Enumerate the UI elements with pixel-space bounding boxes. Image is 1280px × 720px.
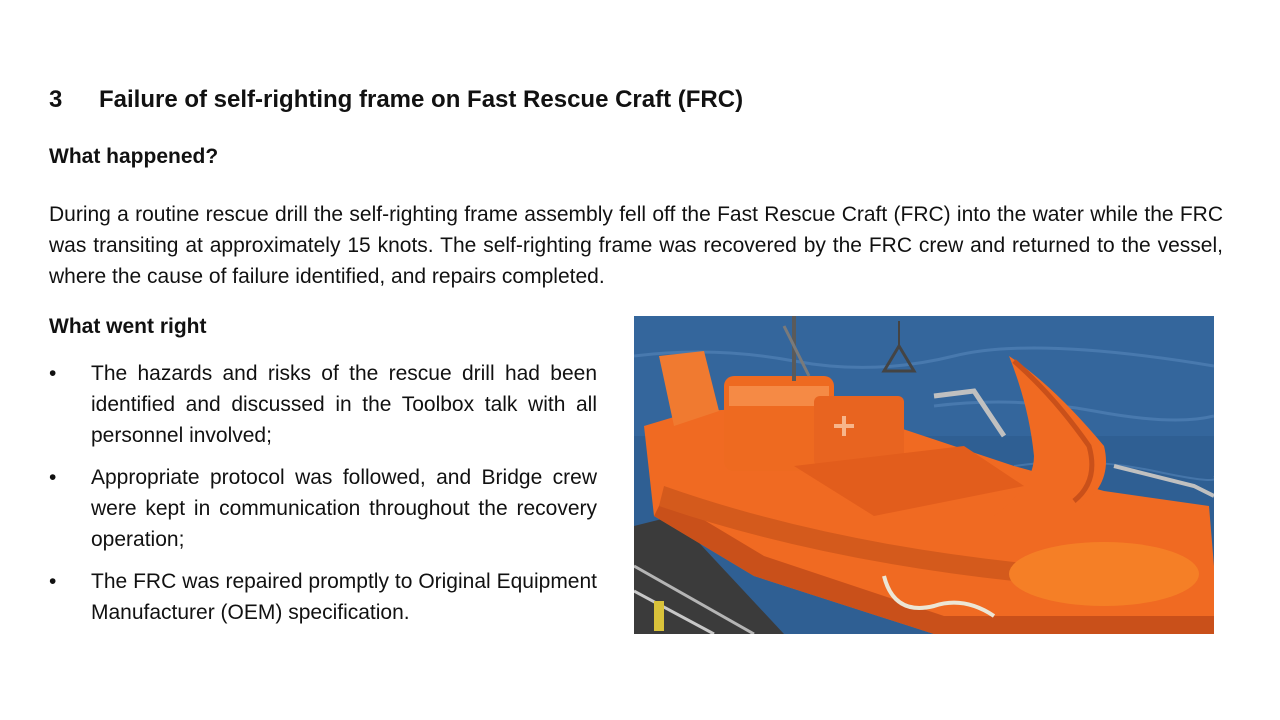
list-item [49,358,597,451]
section-title: Failure of self-righting frame on Fast Rescue Craft (FRC) [99,86,744,113]
list-item-text: Appropriate protocol was followed, and Bridge crew were kept in communication throughout the recovery operation; [91,466,597,551]
list-item [49,566,597,628]
bullet-icon: • [49,466,57,489]
what-went-right-heading: What went right [49,315,207,338]
list-item-text: The hazards and risks of the rescue drill had been identified and discussed in the Toolbox talk with all personnel involved; [91,362,597,447]
bullet-icon: • [49,570,57,593]
what-happened-heading: What happened? [49,145,219,168]
section-number: 3 [49,86,63,113]
rescue-craft-photo [634,316,1214,634]
redacted-area [1009,542,1199,606]
section-heading [49,86,743,114]
list-item [49,462,597,555]
bullet-icon: • [49,362,57,385]
what-happened-paragraph: During a routine rescue drill the self-righting frame assembly fell off the Fast Rescue Craft (FRC) into the water while the FRC was transiting at approximately 15 knots. The self-righting frame was recovered by the FRC crew and returned to the vessel, where the cause of failure identified, and repairs completed. [49,203,1223,288]
list-item-text: The FRC was repaired promptly to Original Equipment Manufacturer (OEM) specification. [91,570,597,624]
what-went-right-list [49,358,597,639]
